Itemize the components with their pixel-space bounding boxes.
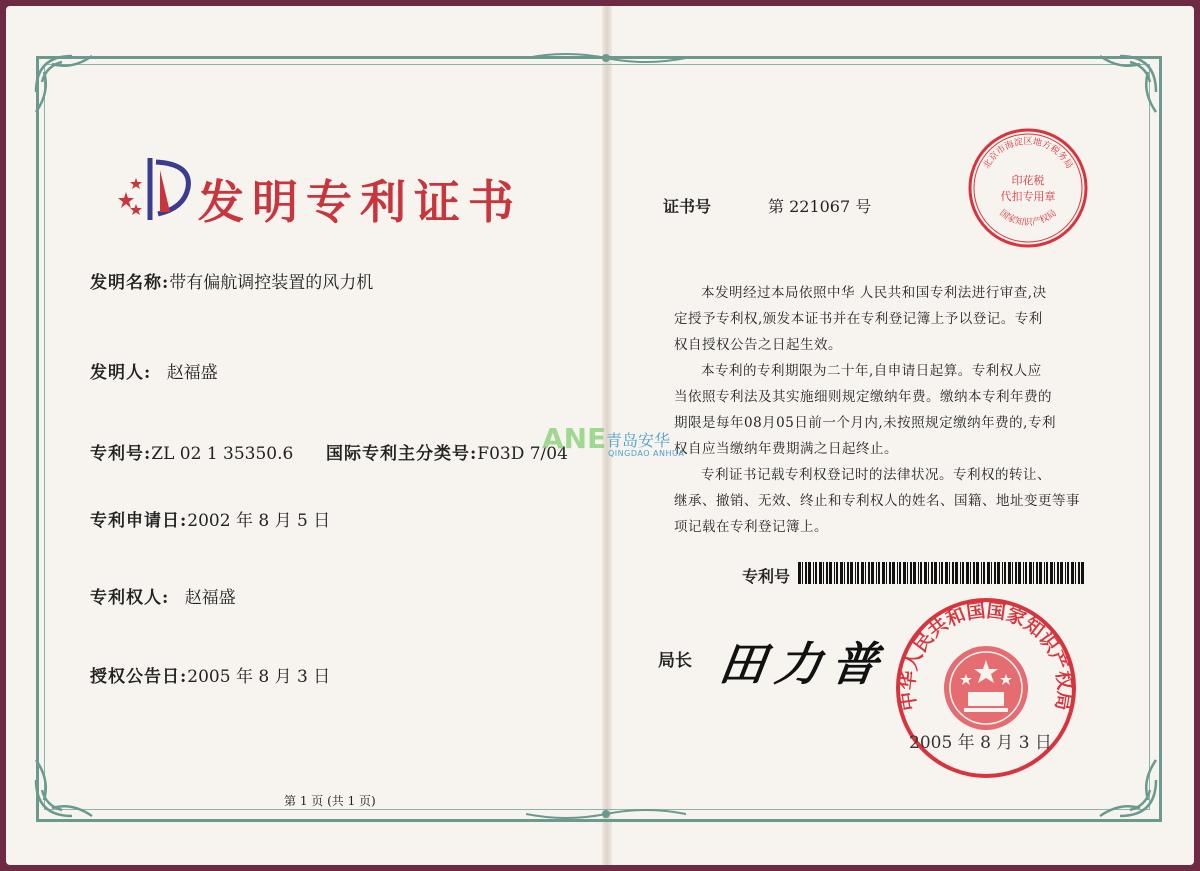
barcode-bar bbox=[1067, 562, 1069, 584]
barcode-bar bbox=[868, 562, 870, 584]
body-line: 项记载在专利登记簿上。 bbox=[674, 519, 828, 535]
barcode-bar bbox=[945, 562, 948, 584]
barcode-bar bbox=[886, 562, 887, 584]
barcode-bar bbox=[976, 562, 979, 584]
ipc-label: 国际专利主分类号: bbox=[326, 444, 478, 464]
corner-ornament-icon bbox=[1090, 750, 1160, 820]
barcode-bar bbox=[892, 562, 895, 584]
barcode-bar bbox=[1008, 562, 1011, 584]
inventor-row bbox=[90, 358, 218, 383]
ipc-value: F03D 7/04 bbox=[477, 444, 568, 464]
barcode-bar bbox=[991, 562, 992, 584]
barcode-bar bbox=[1046, 562, 1048, 584]
ipc-row bbox=[326, 439, 568, 464]
barcode-bar bbox=[970, 562, 971, 584]
barcode-bar bbox=[931, 562, 933, 584]
barcode-bar bbox=[882, 562, 885, 584]
barcode-bar bbox=[903, 562, 906, 584]
invention-name-label: 发明名称: bbox=[90, 273, 170, 293]
barcode-bar bbox=[1004, 562, 1006, 584]
barcode-bar bbox=[949, 562, 950, 584]
border-ornament-icon bbox=[526, 806, 686, 822]
barcode-bar bbox=[823, 562, 824, 584]
watermark-en: QINGDAO ANHUA bbox=[608, 449, 685, 458]
corner-ornament-icon bbox=[1090, 52, 1160, 122]
barcode-bar bbox=[861, 562, 864, 584]
certificate-number-label: 证书号 bbox=[663, 197, 712, 216]
certificate-number bbox=[663, 194, 872, 217]
barcode-bar bbox=[844, 562, 845, 584]
barcode-bar bbox=[836, 562, 838, 584]
barcode-bar bbox=[1081, 562, 1084, 584]
barcode-icon bbox=[798, 562, 1086, 584]
certificate-body-text bbox=[674, 280, 1094, 540]
barcode-bar bbox=[813, 562, 814, 584]
filing-date-value: 2002 年 8 月 5 日 bbox=[187, 511, 331, 531]
barcode-bar bbox=[939, 562, 940, 584]
certificate-sheet bbox=[6, 6, 1194, 865]
tax-stamp-ring-text: 北京市海淀区地方税务局 bbox=[982, 137, 1074, 171]
tax-stamp-seal bbox=[966, 126, 1090, 250]
border-ornament-icon bbox=[526, 50, 686, 66]
body-line: 期限是每年08月05日前一个月内,未按照规定缴纳年费的,专利 bbox=[674, 415, 1056, 431]
barcode-bar bbox=[829, 562, 832, 584]
barcode-bar bbox=[1044, 562, 1045, 584]
barcode-bar bbox=[1036, 562, 1038, 584]
barcode-bar bbox=[1039, 562, 1042, 584]
patent-office-logo-icon bbox=[114, 154, 196, 224]
barcode-bar bbox=[834, 562, 835, 584]
barcode-bar bbox=[1002, 562, 1003, 584]
barcode-bar bbox=[983, 562, 985, 584]
barcode-bar bbox=[865, 562, 866, 584]
patentee-label: 专利权人: bbox=[90, 588, 170, 608]
invention-name-value: 带有偏航调控装置的风力机 bbox=[169, 273, 374, 293]
barcode-bar bbox=[913, 562, 916, 584]
body-line: 定授予专利权,颁发本证书并在专利登记簿上予以登记。专利 bbox=[674, 311, 1043, 327]
barcode-bar bbox=[962, 562, 964, 584]
barcode-bar bbox=[1029, 562, 1032, 584]
barcode-bar bbox=[1033, 562, 1034, 584]
barcode-bar bbox=[1025, 562, 1027, 584]
certificate-title: 发明专利证书 bbox=[198, 175, 522, 229]
director-label: 局长 bbox=[658, 651, 692, 671]
grant-date-value: 2005 年 8 月 3 日 bbox=[187, 667, 331, 687]
tax-stamp-bottom-text: 国家知识产权局 bbox=[997, 208, 1059, 229]
barcode-bar bbox=[899, 562, 901, 584]
watermark-logo: ANE bbox=[542, 422, 607, 455]
barcode-bar bbox=[920, 562, 922, 584]
barcode-bar bbox=[1065, 562, 1066, 584]
certificate-number-value: 第 221067 号 bbox=[768, 197, 872, 216]
barcode-label: 专利号 bbox=[742, 567, 791, 586]
seal-date: 2005 年 8 月 3 日 bbox=[909, 733, 1052, 753]
page-number: 第 1 页 (共 1 页) bbox=[284, 794, 376, 808]
corner-ornament-icon bbox=[32, 750, 102, 820]
body-line: 权自应当缴纳年费期满之日起终止。 bbox=[674, 441, 898, 457]
barcode-bar bbox=[897, 562, 898, 584]
patent-number-label: 专利号: bbox=[90, 444, 152, 464]
barcode-bar bbox=[855, 562, 856, 584]
body-line: 权自授权公告之日起生效。 bbox=[674, 337, 842, 353]
barcode-bar bbox=[847, 562, 849, 584]
filing-date-row bbox=[90, 506, 330, 531]
barcode-bar bbox=[876, 562, 877, 584]
barcode-bar bbox=[1015, 562, 1017, 584]
barcode-bar bbox=[1075, 562, 1076, 584]
barcode-bar bbox=[966, 562, 969, 584]
watermark-cn: 青岛安华 bbox=[606, 431, 671, 450]
barcode-bar bbox=[928, 562, 929, 584]
barcode-bar bbox=[952, 562, 954, 584]
barcode-bar bbox=[1054, 562, 1055, 584]
barcode-bar bbox=[918, 562, 919, 584]
seal-ring-text: 中华人民共和国国家知识产权局 bbox=[896, 599, 1076, 713]
barcode-bar bbox=[802, 562, 803, 584]
barcode-bar bbox=[955, 562, 958, 584]
barcode-bar bbox=[889, 562, 891, 584]
barcode-bar bbox=[850, 562, 853, 584]
tax-stamp-center-1: 印花税 bbox=[1011, 174, 1045, 187]
body-line: 继承、撤销、无效、终止和专利权人的姓名、国籍、地址变更等事 bbox=[674, 493, 1080, 509]
inventor-value: 赵福盛 bbox=[166, 363, 218, 383]
barcode-bar bbox=[808, 562, 811, 584]
body-line: 本专利的专利期限为二十年,自申请日起算。专利权人应 bbox=[701, 363, 1042, 379]
barcode-bar bbox=[924, 562, 927, 584]
barcode-bar bbox=[815, 562, 817, 584]
barcode-bar bbox=[960, 562, 961, 584]
inventor-label: 发明人: bbox=[90, 363, 152, 383]
barcode-bar bbox=[857, 562, 859, 584]
barcode-bar bbox=[798, 562, 801, 584]
barcode-bar bbox=[1023, 562, 1024, 584]
barcode-bar bbox=[907, 562, 908, 584]
body-line: 本发明经过本局依照中华 人民共和国专利法进行审查,决 bbox=[701, 285, 1047, 301]
body-line: 专利证书记载专利权登记时的法律状况。专利权的转让、 bbox=[701, 467, 1051, 483]
barcode-bar bbox=[1012, 562, 1013, 584]
barcode-bar bbox=[1060, 562, 1063, 584]
grant-date-label: 授权公告日: bbox=[90, 667, 188, 687]
barcode-bar bbox=[1050, 562, 1053, 584]
barcode-bar bbox=[981, 562, 982, 584]
barcode-bar bbox=[819, 562, 822, 584]
barcode-bar bbox=[997, 562, 1000, 584]
filing-date-label: 专利申请日: bbox=[90, 511, 188, 531]
barcode-bar bbox=[1018, 562, 1021, 584]
barcode-bar bbox=[994, 562, 996, 584]
patentee-row bbox=[90, 583, 236, 608]
patent-number-value: ZL 02 1 35350.6 bbox=[151, 444, 294, 464]
director-signature: 田力普 bbox=[715, 637, 892, 691]
barcode-bar bbox=[1057, 562, 1059, 584]
barcode-bar bbox=[973, 562, 975, 584]
barcode-bar bbox=[1078, 562, 1080, 584]
body-line: 当依照专利法及其实施细则规定缴纳年费。缴纳本专利年费的 bbox=[674, 389, 1052, 405]
barcode-bar bbox=[826, 562, 828, 584]
patentee-value: 赵福盛 bbox=[184, 588, 236, 608]
barcode-bar bbox=[1071, 562, 1074, 584]
barcode-bar bbox=[910, 562, 912, 584]
barcode-bar bbox=[934, 562, 937, 584]
patent-number-row bbox=[90, 439, 293, 464]
invention-name-row bbox=[90, 268, 373, 293]
barcode-bar bbox=[987, 562, 990, 584]
barcode-bar bbox=[878, 562, 880, 584]
grant-date-row bbox=[90, 662, 330, 687]
barcode-bar bbox=[840, 562, 843, 584]
barcode-bar bbox=[941, 562, 943, 584]
tax-stamp-center-2: 代扣专用章 bbox=[1000, 190, 1056, 203]
barcode-bar bbox=[871, 562, 874, 584]
barcode-bar bbox=[805, 562, 807, 584]
corner-ornament-icon bbox=[32, 52, 102, 122]
